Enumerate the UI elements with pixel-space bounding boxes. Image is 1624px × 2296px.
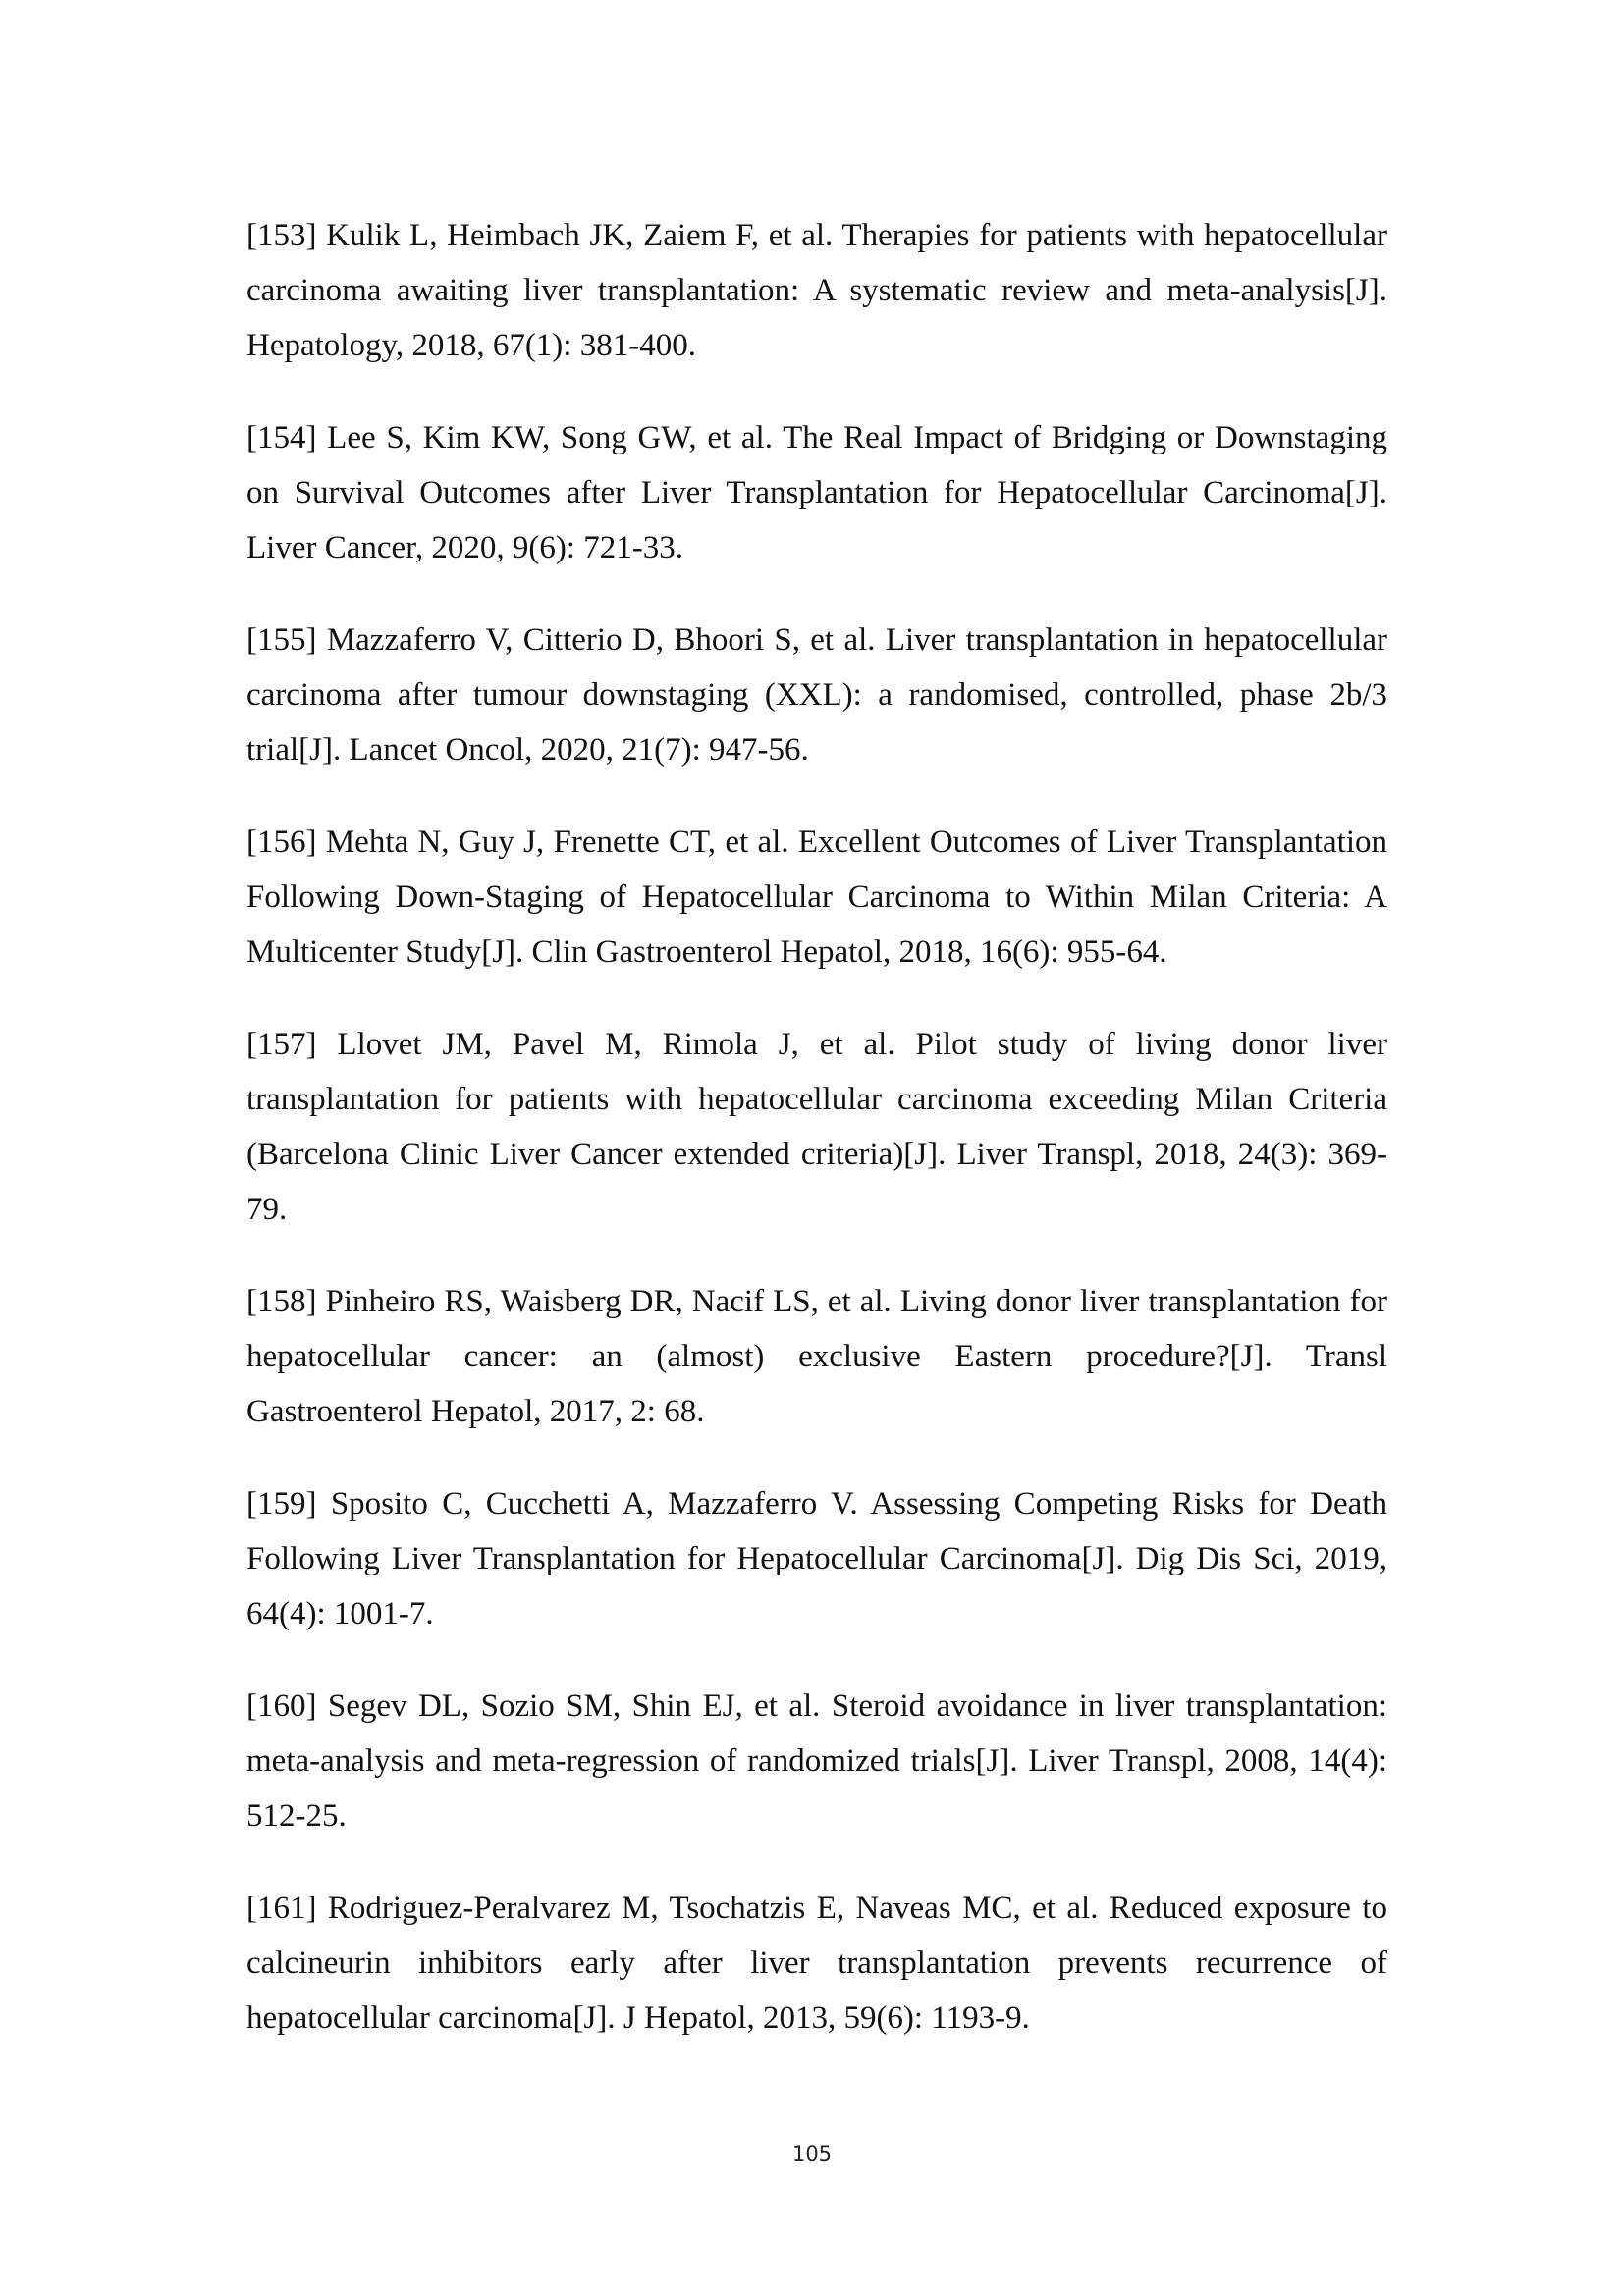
reference-item: [153] Kulik L, Heimbach JK, Zaiem F, et al. Therapies for patients with hepatocellular carcinoma awaiting liver transplantation: A systematic review and meta-analysis[J]. Hepatology, 2018, 67(1): 381-400. [246,218,1387,363]
reference-item: [161] Rodriguez-Peralvarez M, Tsochatzis E, Naveas MC, et al. Reduced exposure to calcineurin inhibitors early after liver transplantation prevents recurrence of hepatocellular carcinoma[J]. J Hepatol, 2013, 59(6): 1193-9. [246,1891,1387,2036]
reference-item: [155] Mazzaferro V, Citterio D, Bhoori S, et al. Liver transplantation in hepatocellular carcinoma after tumour downstaging (XXL): a randomised, controlled, phase 2b/3 trial[J]. Lancet Oncol, 2020, 21(7): 947-56. [246,622,1387,768]
reference-item: [154] Lee S, Kim KW, Song GW, et al. The Real Impact of Bridging or Downstaging on Survival Outcomes after Liver Transplantation for Hepatocellular Carcinoma[J]. Liver Cancer, 2020, 9(6): 721-33. [246,420,1387,565]
reference-item: [158] Pinheiro RS, Waisberg DR, Nacif LS, et al. Living donor liver transplantation for hepatocellular cancer: an (almost) exclusive Eastern procedure?[J]. Transl Gastroenterol Hepatol, 2017, 2: 68. [246,1284,1387,1429]
reference-item: [160] Segev DL, Sozio SM, Shin EJ, et al. Steroid avoidance in liver transplantation: meta-analysis and meta-regression of randomized trials[J]. Liver Transpl, 2008, 14(4): 512-25. [246,1688,1387,1834]
reference-item: [157] Llovet JM, Pavel M, Rimola J, et al. Pilot study of living donor liver transplantation for patients with hepatocellular carcinoma exceeding Milan Criteria (Barcelona Clinic Liver Cancer extended criteria)[J]. Liver Transpl, 2018, 24(3): 369-79. [246,1027,1387,1227]
reference-item: [156] Mehta N, Guy J, Frenette CT, et al. Excellent Outcomes of Liver Transplantation Following Down-Staging of Hepatocellular Carcinoma to Within Milan Criteria: A Multicenter Study[J]. Clin Gastroenterol Hepatol, 2018, 16(6): 955-64. [246,825,1387,970]
reference-list [246,208,1387,2046]
page-number: 105 [791,2142,833,2165]
reference-item: [159] Sposito C, Cucchetti A, Mazzaferro V. Assessing Competing Risks for Death Following Liver Transplantation for Hepatocellular Carcinoma[J]. Dig Dis Sci, 2019, 64(4): 1001-7. [246,1486,1387,1631]
